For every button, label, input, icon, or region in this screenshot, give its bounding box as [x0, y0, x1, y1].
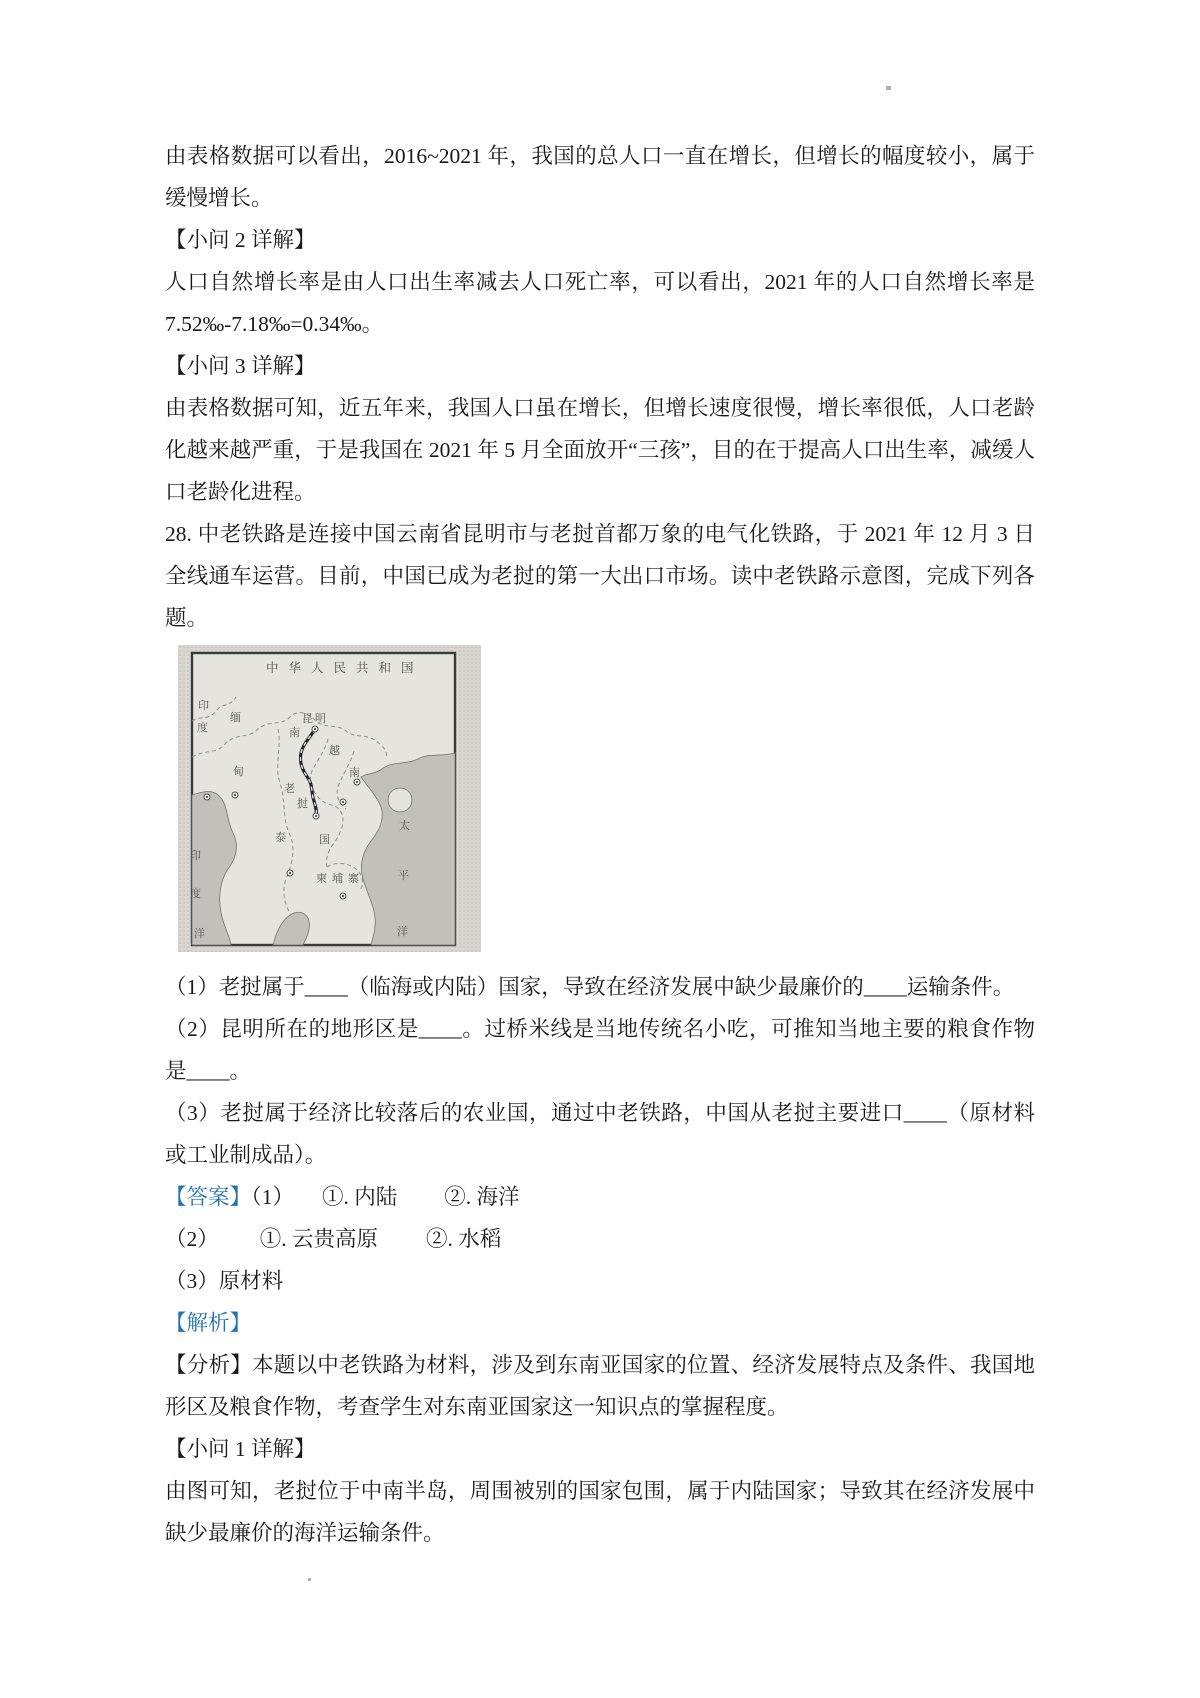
answer-1-item-1: ①. 内陆 — [322, 1185, 398, 1209]
answer-2-item-2: ②. 水稻 — [426, 1227, 502, 1251]
map-label-india: 度 — [197, 722, 208, 734]
paragraph-natural-growth-rate: 人口自然增长率是由人口出生率减去人口死亡率，可以看出，2021 年的人口自然增长率是 7.52‰-7.18‰=0.34‰。 — [165, 270, 1035, 336]
city-marker-hanoi — [354, 779, 360, 785]
question-blank-3: （3）老挝属于经济比较落后的农业国，通过中老铁路，中国从老挝主要进口____（原材料或工业制成品）。 — [165, 1101, 1035, 1167]
map-label-yunnan: 南 — [289, 727, 300, 739]
answer-2-item-1: ①. 云贵高原 — [259, 1227, 379, 1251]
map-label-pacific: 太 — [399, 820, 410, 832]
answer-line-1 — [165, 1176, 1035, 1218]
heading-subquestion-1-detail: 【小问 1 详解】 — [165, 1437, 316, 1461]
map-label-vietnam: 南 — [349, 767, 360, 779]
map-label-thailand: 泰 — [275, 832, 286, 844]
map-label-myanmar: 缅 — [230, 712, 241, 724]
map-label-myanmar: 甸 — [233, 766, 244, 778]
scan-speck — [308, 1578, 311, 1581]
answer-label: 【答案】 — [165, 1185, 252, 1209]
map-label-laos: 挝 — [297, 798, 308, 810]
map-label-pacific: 平 — [398, 870, 409, 882]
city-marker-phnom-penh — [340, 893, 346, 899]
analysis-subquestion-1: 由图可知，老挝位于中南半岛，周围被别的国家包围，属于内陆国家；导致其在经济发展中缺少最廉价的海洋运输条件。 — [165, 1479, 1035, 1545]
map-label-kunming: 昆明 — [302, 713, 328, 725]
paragraph-question-28-intro: 28. 中老铁路是连接中国云南省昆明市与老挝首都万象的电气化铁路，于 2021 年 12 月 3 日全线通车运营。目前，中国已成为老挝的第一大出口市场。读中老铁路示意图，完成下列各题。 — [165, 522, 1035, 630]
paragraph-aging-policy: 由表格数据可知，近五年来，我国人口虽在增长，但增长速度很慢，增长率很低，人口老龄化越来越严重，于是我国在 2021 年 5 月全面放开“三孩”，目的在于提高人口出生率，减缓人口老龄化进程。 — [165, 396, 1035, 504]
scan-speck — [886, 86, 891, 90]
city-marker-kunming — [312, 726, 318, 732]
city-marker — [204, 794, 210, 800]
analysis-label: 【解析】 — [165, 1311, 252, 1335]
map-label-vietnam: 越 — [329, 745, 340, 757]
hainan-island — [388, 788, 412, 812]
map-label-india: 印 — [198, 700, 209, 712]
analysis-overview: 【分析】本题以中老铁路为材料，涉及到东南亚国家的位置、经济发展特点及条件、我国地形区及粮食作物，考查学生对东南亚国家这一知识点的掌握程度。 — [165, 1353, 1035, 1419]
china-laos-railway-map — [178, 645, 481, 952]
map-figure — [178, 645, 481, 952]
answer-line-3: （3）原材料 — [165, 1269, 284, 1293]
city-marker — [340, 799, 346, 805]
paragraph-population-growth: 由表格数据可以看出，2016~2021 年，我国的总人口一直在增长，但增长的幅度较小，属于缓慢增长。 — [165, 144, 1035, 210]
answer-2-number: （2） — [165, 1227, 219, 1251]
heading-subquestion-3: 【小问 3 详解】 — [165, 354, 316, 378]
map-label-pacific: 洋 — [397, 926, 408, 938]
answer-line-2 — [165, 1218, 1035, 1260]
city-marker-bangkok — [287, 870, 293, 876]
south-china-sea — [361, 753, 455, 945]
map-label-laos: 老 — [284, 783, 295, 795]
city-marker — [232, 792, 238, 798]
question-blank-1: （1）老挝属于____（临海或内陆）国家，导致在经济发展中缺少最廉价的____运输条件。 — [165, 975, 1015, 999]
map-label-indian-ocean: 度 — [190, 888, 201, 900]
heading-subquestion-2: 【小问 2 详解】 — [165, 228, 316, 252]
map-label-china: 中华人民共和国 — [266, 661, 424, 675]
city-marker-vientiane — [313, 813, 319, 819]
map-label-cambodia: 柬埔寨 — [316, 873, 364, 885]
document-content — [165, 135, 1035, 1554]
map-label-thailand: 国 — [319, 834, 330, 846]
answer-1-item-2: ②. 海洋 — [444, 1185, 520, 1209]
answer-1-number: （1） — [251, 1185, 295, 1209]
map-label-indian-ocean: 洋 — [194, 928, 205, 940]
map-label-indian-ocean: 印 — [190, 850, 201, 862]
question-blank-2: （2）昆明所在的地形区是____。过桥米线是当地传统名小吃，可推知当地主要的粮食作物是____。 — [165, 1017, 1035, 1083]
